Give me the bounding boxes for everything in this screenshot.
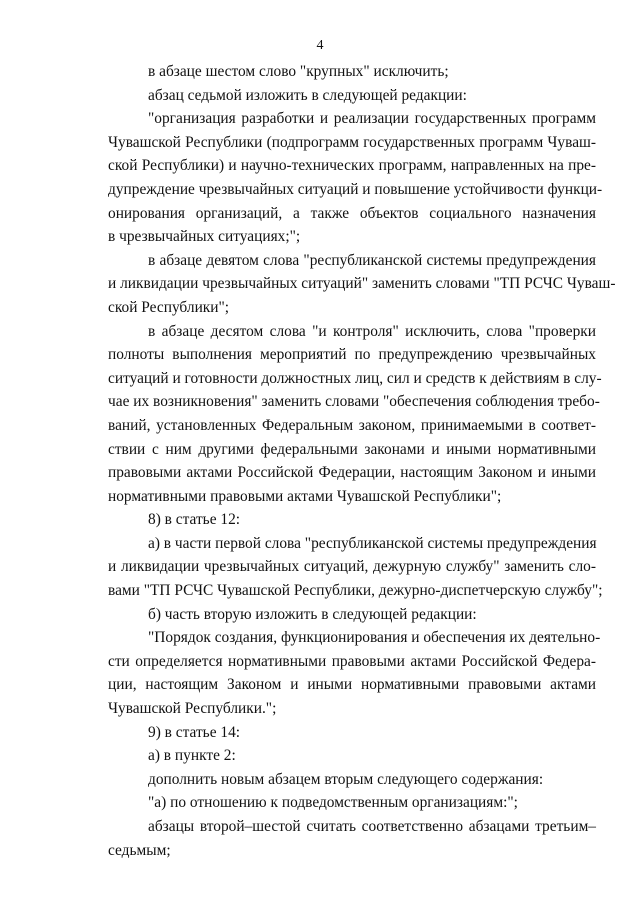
text-line: и ликвидации чрезвычайных ситуаций" заменить словами "ТП РСЧС Чуваш- bbox=[108, 275, 616, 293]
text-line: седьмым; bbox=[108, 841, 171, 859]
text-line: Чувашской Республики (подпрограмм государственных программ Чуваш- bbox=[108, 133, 596, 151]
text-line: нормативными правовыми актами Чувашской Республики"; bbox=[108, 487, 502, 505]
text-line: онирования организаций, а также объектов социального назначения bbox=[108, 204, 596, 222]
text-line: ции, настоящим Законом и иными нормативными правовыми актами bbox=[108, 676, 596, 694]
text-line: в абзаце десятом слова "и контроля" исключить, слова "проверки bbox=[148, 322, 596, 340]
text-line: ваний, установленных Федеральным законом, принимаемыми в соответ- bbox=[108, 416, 596, 434]
text-line: ствии с ним другими федеральными законами и иными нормативными bbox=[108, 440, 596, 458]
text-line: полноты выполнения мероприятий по предупреждению чрезвычайных bbox=[108, 346, 596, 364]
text-line: дупреждение чрезвычайных ситуаций и повышение устойчивости функци- bbox=[108, 180, 603, 198]
text-line: в чрезвычайных ситуациях;"; bbox=[108, 228, 301, 246]
text-line: чае их возникновения" заменить словами "обеспечения соблюдения требо- bbox=[108, 393, 600, 411]
text-line: правовыми актами Российской Федерации, настоящим Законом и иными bbox=[108, 464, 596, 482]
text-line: Чувашской Республики."; bbox=[108, 700, 277, 718]
document-body bbox=[108, 60, 616, 862]
text-line: ской Республики) и научно-технических программ, направленных на пре- bbox=[108, 157, 596, 175]
text-line: и ликвидации чрезвычайных ситуаций, дежурную службу" заменить сло- bbox=[108, 558, 596, 576]
text-line: "организация разработки и реализации государственных программ bbox=[148, 110, 596, 128]
text-line: а) в пункте 2: bbox=[148, 747, 236, 765]
text-line: вами "ТП РСЧС Чувашской Республики, дежурно-диспетчерскую службу"; bbox=[108, 582, 603, 600]
text-line: 8) в статье 12: bbox=[148, 511, 241, 529]
text-line: ситуаций и готовности должностных лиц, сил и средств к действиям в слу- bbox=[108, 369, 602, 387]
text-line: а) в части первой слова "республиканской системы предупреждения bbox=[148, 534, 597, 552]
text-line: в абзаце шестом слово "крупных" исключить; bbox=[148, 63, 449, 80]
text-line: 9) в статье 14: bbox=[148, 723, 241, 741]
text-line: абзац седьмой изложить в следующей редакции: bbox=[148, 86, 467, 104]
page-number: 4 bbox=[316, 38, 324, 53]
text-line: "а) по отношению к подведомственным организациям:"; bbox=[148, 794, 518, 812]
text-line: в абзаце девятом слова "республиканской системы предупреждения bbox=[148, 251, 596, 269]
text-line: "Порядок создания, функционирования и обеспечения их деятельно- bbox=[148, 629, 601, 647]
text-line: абзацы второй–шестой считать соответственно абзацами третьим– bbox=[148, 818, 596, 835]
text-line: сти определяется нормативными правовыми актами Российской Федера- bbox=[108, 652, 596, 670]
text-line: ской Республики"; bbox=[108, 298, 230, 316]
text-line: дополнить новым абзацем вторым следующего содержания: bbox=[148, 770, 544, 788]
text-line: б) часть вторую изложить в следующей редакции: bbox=[148, 605, 477, 623]
